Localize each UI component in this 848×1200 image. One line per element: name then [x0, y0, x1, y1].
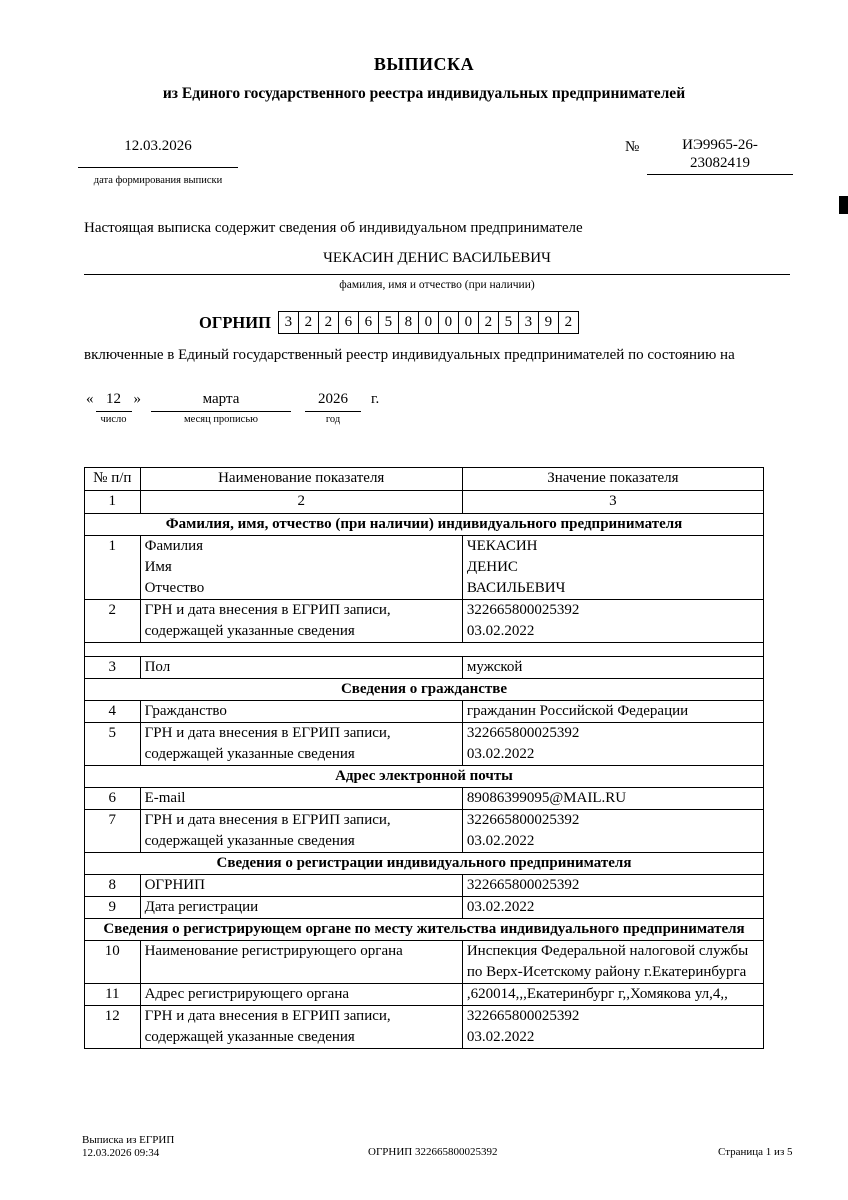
footer-doc-type: Выписка из ЕГРИП	[82, 1134, 175, 1146]
section-row	[85, 919, 764, 941]
ogrnip-digit-box: 5	[378, 311, 399, 334]
row-number-cell: 9	[85, 897, 141, 919]
table-row	[85, 875, 764, 897]
formation-date-value: 12.03.2026	[78, 138, 238, 168]
table-row	[85, 701, 764, 723]
details-table	[84, 467, 764, 1049]
year-suffix: г.	[371, 391, 380, 407]
footer-ogrnip: ОГРНИП 322665800025392	[368, 1146, 498, 1158]
as-of-year-label: год	[325, 414, 341, 425]
table-row	[85, 984, 764, 1006]
table-header-row	[85, 468, 764, 491]
footer-page-number: Страница 1 из 5	[718, 1146, 793, 1158]
section-row	[85, 514, 764, 536]
column-header: Наименование показателя	[140, 468, 462, 491]
spacer-cell	[85, 643, 764, 657]
as-of-month-label: месяц прописью	[184, 414, 258, 425]
row-number-cell: 3	[85, 657, 141, 679]
indicator-value-cell: 03.02.2022	[462, 897, 763, 919]
table-row	[85, 536, 764, 600]
row-number-cell: 12	[85, 1006, 141, 1049]
spacer-row	[85, 643, 764, 657]
indicator-name-cell: Фамилия Имя Отчество	[140, 536, 462, 600]
ogrnip-digit-box: 0	[438, 311, 459, 334]
table-row	[85, 600, 764, 643]
section-title: Фамилия, имя, отчество (при наличии) индивидуального предпринимателя	[85, 514, 764, 536]
table-row	[85, 1006, 764, 1049]
section-row	[85, 766, 764, 788]
indicator-value-cell: 322665800025392	[462, 875, 763, 897]
indicator-name-cell: ГРН и дата внесения в ЕГРИП записи, содержащей указанные сведения	[140, 723, 462, 766]
as-of-year-value: 2026	[305, 391, 361, 412]
indicator-name-cell: Наименование регистрирующего органа	[140, 941, 462, 984]
table-row	[85, 657, 764, 679]
indicator-value-cell: 322665800025392 03.02.2022	[462, 1006, 763, 1049]
row-number-cell: 8	[85, 875, 141, 897]
as-of-date-row	[84, 391, 379, 425]
section-title: Сведения о регистрирующем органе по месту жительства индивидуального предпринимателя	[85, 919, 764, 941]
indicator-value-cell: 322665800025392 03.02.2022	[462, 723, 763, 766]
section-row	[85, 679, 764, 701]
section-title: Адрес электронной почты	[85, 766, 764, 788]
ogrnip-digit-boxes	[278, 311, 579, 334]
ogrnip-digit-box: 0	[458, 311, 479, 334]
indicator-value-cell: гражданин Российской Федерации	[462, 701, 763, 723]
ogrnip-digit-box: 2	[298, 311, 319, 334]
ogrnip-label: ОГРНИП	[199, 312, 271, 332]
ogrnip-digit-box: 5	[498, 311, 519, 334]
indicator-name-cell: Адрес регистрирующего органа	[140, 984, 462, 1006]
footer-timestamp: 12.03.2026 09:34	[82, 1147, 160, 1159]
row-number-cell: 7	[85, 810, 141, 853]
name-caption: фамилия, имя и отчество (при наличии)	[339, 279, 535, 291]
indicator-name-cell: ОГРНИП	[140, 875, 462, 897]
ogrnip-row	[199, 311, 579, 334]
indicator-value-cell: ,620014,,,Екатеринбург г,,Хомякова ул,4,,	[462, 984, 763, 1006]
indicator-name-cell: Дата регистрации	[140, 897, 462, 919]
indicator-value-cell: 322665800025392 03.02.2022	[462, 600, 763, 643]
row-number-cell: 10	[85, 941, 141, 984]
indicator-value-cell: мужской	[462, 657, 763, 679]
scan-edge-mark	[839, 196, 848, 214]
table-row	[85, 810, 764, 853]
document-title: ВЫПИСКА	[373, 54, 475, 74]
ogrnip-digit-box: 2	[558, 311, 579, 334]
document-number-value	[647, 136, 793, 175]
as-of-month-value: марта	[151, 391, 291, 412]
section-title: Сведения о гражданстве	[85, 679, 764, 701]
open-quote: «	[86, 391, 94, 407]
close-quote: »	[133, 391, 141, 407]
as-of-month-field	[151, 391, 291, 425]
indicator-value-cell: ЧЕКАСИН ДЕНИС ВАСИЛЬЕВИЧ	[462, 536, 763, 600]
column-header: Значение показателя	[462, 468, 763, 491]
indicator-value-cell: 322665800025392 03.02.2022	[462, 810, 763, 853]
ogrnip-digit-box: 2	[318, 311, 339, 334]
intro-text: Настоящая выписка содержит сведения об индивидуальном предпринимателе	[84, 220, 583, 236]
table-row	[85, 788, 764, 810]
indicator-value-cell: 89086399095@MAIL.RU	[462, 788, 763, 810]
indicator-name-cell: ГРН и дата внесения в ЕГРИП записи, содержащей указанные сведения	[140, 600, 462, 643]
column-header: 2	[140, 491, 462, 514]
row-number-cell: 1	[85, 536, 141, 600]
row-number-cell: 2	[85, 600, 141, 643]
row-number-cell: 6	[85, 788, 141, 810]
included-text: включенные в Единый государственный реестр индивидуальных предпринимателей по состоянию на	[84, 347, 735, 363]
indicator-name-cell: Пол	[140, 657, 462, 679]
ogrnip-digit-box: 8	[398, 311, 419, 334]
indicator-value-cell: Инспекция Федеральной налоговой службы по Верх-Исетскому району г.Екатеринбурга	[462, 941, 763, 984]
table-header-row	[85, 491, 764, 514]
ogrnip-digit-box: 3	[278, 311, 299, 334]
formation-date-label: дата формирования выписки	[93, 175, 223, 186]
indicator-name-cell: ГРН и дата внесения в ЕГРИП записи, содержащей указанные сведения	[140, 810, 462, 853]
column-header: № п/п	[85, 468, 141, 491]
document-subtitle: из Единого государственного реестра индивидуальных предпринимателей	[162, 85, 686, 102]
table-row	[85, 897, 764, 919]
column-header: 3	[462, 491, 763, 514]
ogrnip-digit-box: 6	[338, 311, 359, 334]
as-of-day-field	[96, 391, 132, 425]
as-of-day-label: число	[100, 414, 127, 425]
section-row	[85, 853, 764, 875]
ogrnip-digit-box: 6	[358, 311, 379, 334]
ogrnip-digit-box: 9	[538, 311, 559, 334]
indicator-name-cell: E-mail	[140, 788, 462, 810]
column-header: 1	[85, 491, 141, 514]
ogrnip-digit-box: 0	[418, 311, 439, 334]
as-of-day-value: 12	[96, 391, 132, 412]
ogrnip-digit-box: 3	[518, 311, 539, 334]
document-number-line1: ИЭ9965-26-	[682, 137, 758, 153]
row-number-cell: 5	[85, 723, 141, 766]
row-number-cell: 11	[85, 984, 141, 1006]
footer-left	[82, 1134, 174, 1160]
document-number-line2: 23082419	[690, 155, 750, 171]
document-number-sign: №	[625, 139, 640, 155]
table-row	[85, 941, 764, 984]
as-of-year-field	[305, 391, 361, 425]
section-title: Сведения о регистрации индивидуального предпринимателя	[85, 853, 764, 875]
indicator-name-cell: Гражданство	[140, 701, 462, 723]
ogrnip-digit-box: 2	[478, 311, 499, 334]
entrepreneur-name: ЧЕКАСИН ДЕНИС ВАСИЛЬЕВИЧ	[84, 250, 790, 275]
indicator-name-cell: ГРН и дата внесения в ЕГРИП записи, содержащей указанные сведения	[140, 1006, 462, 1049]
table-row	[85, 723, 764, 766]
row-number-cell: 4	[85, 701, 141, 723]
